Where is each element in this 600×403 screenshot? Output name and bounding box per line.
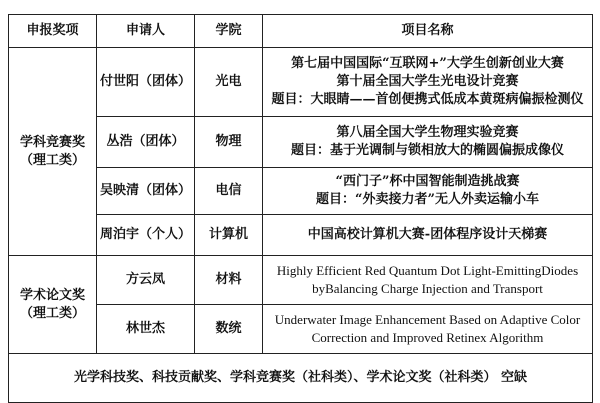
project-cell [263,48,593,117]
project-line: 中国高校计算机大赛-团体程序设计天梯赛 [307,227,548,242]
college-cell: 计算机 [195,215,263,256]
project-line: 题目：“外卖接力者”无人外卖运输小车 [316,192,539,207]
category-cell-paper [9,256,97,354]
applicant-cell: 周泊宇（个人） [97,215,195,256]
project-line: Correction and Improved Retinex Algorithm [311,330,544,345]
college-cell: 光电 [195,48,263,117]
project-cell [263,117,593,168]
college-cell: 材料 [195,256,263,305]
college-cell: 数统 [195,305,263,354]
table-row [9,305,593,354]
project-cell [263,215,593,256]
project-line: 第十届全国大学生光电设计竞赛 [336,74,519,89]
project-line: 题目：基于光调制与锁相放大的椭圆偏振成像仪 [290,143,564,158]
table-header-row [9,15,593,48]
applicant-cell: 丛浩（团体） [97,117,195,168]
category-sublabel: （理工类） [19,305,85,321]
project-line: “西门子”杯中国智能制造挑战赛 [335,174,520,189]
table-row [9,168,593,215]
project-line: Highly Efficient Red Quantum Dot Light-EmittingDiodes [276,263,579,278]
footer-row [9,354,593,403]
header-applicant: 申请人 [97,15,195,48]
footer-note: 光学科技奖、科技贡献奖、学科竞赛奖（社科类）、学术论文奖（社科类） 空缺 [9,354,593,403]
table-row [9,215,593,256]
project-line: Underwater Image Enhancement Based on Adaptive Color [274,312,581,327]
applicant-cell: 方云凤 [97,256,195,305]
header-award-type: 申报奖项 [9,15,97,48]
project-line: 题目：大眼睛——首创便携式低成本黄斑病偏振检测仪 [271,92,584,107]
category-cell-competition [9,48,97,256]
project-line: 第七届中国国际“互联网+”大学生创新创业大赛 [291,56,564,71]
applicant-cell: 付世阳（团体） [97,48,195,117]
applicant-cell: 吴映清（团体） [97,168,195,215]
header-project-name: 项目名称 [263,15,593,48]
table-row [9,117,593,168]
project-cell [263,256,593,305]
category-label: 学科竞赛奖 [19,134,85,150]
awards-table [8,14,593,403]
applicant-cell: 林世杰 [97,305,195,354]
table-row [9,48,593,117]
table-row [9,256,593,305]
category-sublabel: （理工类） [19,152,85,168]
category-label: 学术论文奖 [19,287,85,303]
header-college: 学院 [195,15,263,48]
college-cell: 电信 [195,168,263,215]
project-cell [263,305,593,354]
project-cell [263,168,593,215]
college-cell: 物理 [195,117,263,168]
project-line: byBalancing Charge Injection and Transport [312,281,543,296]
project-line: 第八届全国大学生物理实验竞赛 [336,125,519,140]
